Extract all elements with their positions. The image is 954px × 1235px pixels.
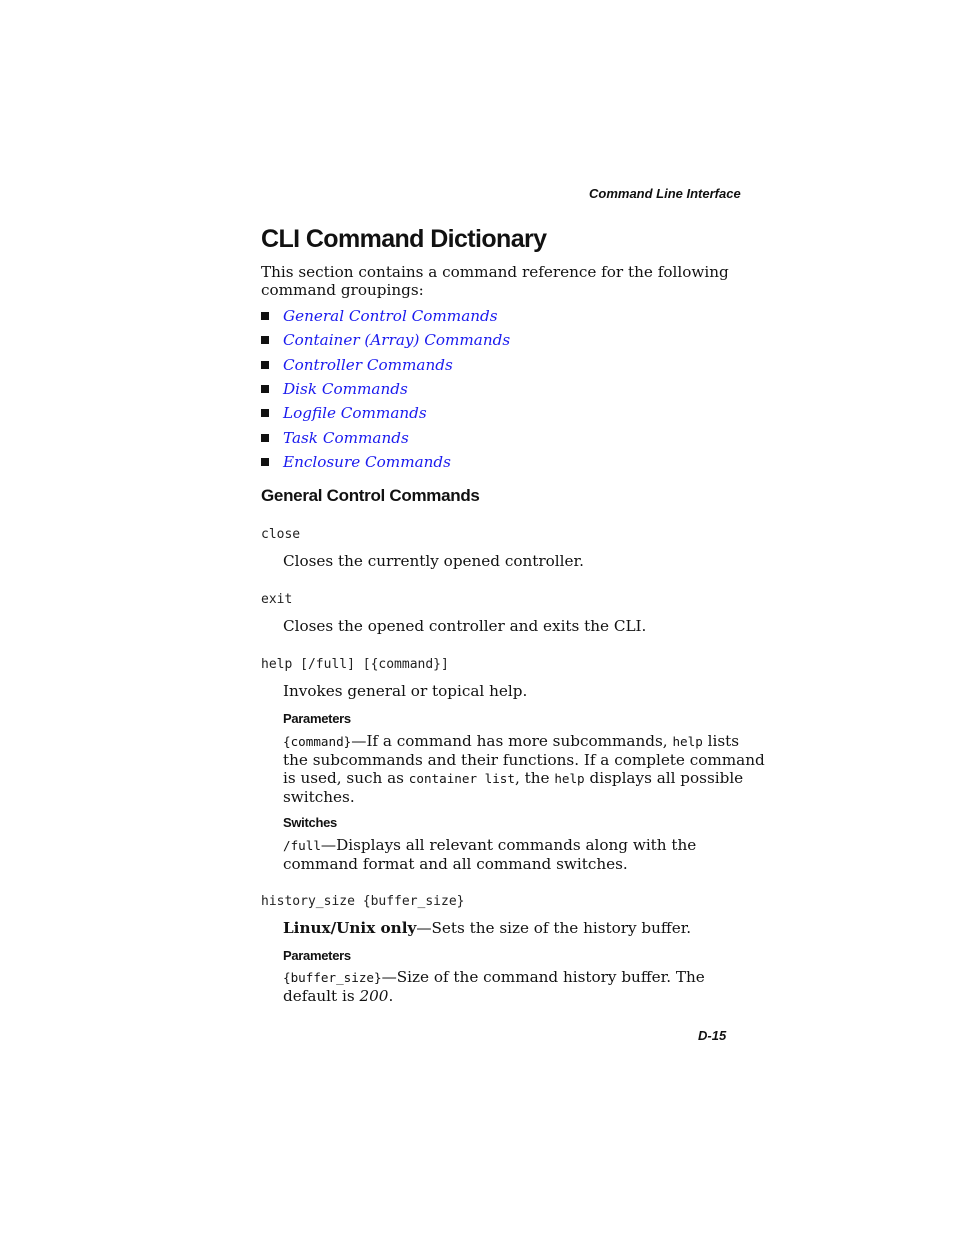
command-desc-history-size [283,919,691,937]
square-bullet-icon [261,361,269,369]
history-parameter-description [283,968,705,1005]
section-heading: General Control Commands [261,486,480,505]
switch-text: —Displays all relevant commands along with the [320,836,697,854]
intro-line-1: This section contains a command reference for the following [261,263,729,281]
help-parameter-description [283,732,765,806]
default-value: 200 [359,987,389,1005]
param-line-3 [283,769,765,788]
link-general-control-commands[interactable]: General Control Commands [283,307,498,326]
inline-code: container list [408,771,515,786]
square-bullet-icon [261,458,269,466]
list-item [261,377,510,401]
list-item [261,304,510,328]
param-name: {command} [283,734,352,749]
param-text: default is [283,987,360,1005]
link-task-commands[interactable]: Task Commands [283,428,409,447]
list-item [261,450,510,474]
param-line-4: switches. [283,788,355,806]
groupings-list [261,304,510,474]
page-number: D-15 [698,1028,727,1043]
help-switch-description [283,836,696,873]
param-line-1 [283,968,705,987]
param-text: —Size of the command history buffer. The [381,968,705,986]
inline-code: help [672,734,703,749]
square-bullet-icon [261,336,269,344]
intro-paragraph [261,263,729,299]
param-name: {buffer_size} [283,970,382,985]
square-bullet-icon [261,385,269,393]
platform-note: Linux/Unix only [283,919,417,937]
param-text: is used, such as [283,769,409,787]
param-text: . [388,987,394,1005]
link-enclosure-commands[interactable]: Enclosure Commands [283,452,451,471]
param-line-2 [283,987,705,1005]
switch-line-2: command format and all command switches. [283,855,628,873]
parameters-heading: Parameters [283,711,351,726]
command-syntax-exit: exit [261,592,293,607]
link-disk-commands[interactable]: Disk Commands [283,380,408,399]
list-item [261,425,510,449]
running-head: Command Line Interface [589,186,741,201]
square-bullet-icon [261,409,269,417]
parameters-heading: Parameters [283,948,351,963]
command-syntax-help: help [/full] [{command}] [261,657,449,672]
param-text: displays all possible [584,769,744,787]
switches-heading: Switches [283,815,337,830]
link-controller-commands[interactable]: Controller Commands [283,355,453,374]
intro-line-2: command groupings: [261,281,424,299]
command-desc-close: Closes the currently opened controller. [283,552,584,570]
list-item [261,401,510,425]
page-title: CLI Command Dictionary [261,225,547,253]
inline-code: help [554,771,585,786]
desc-text: —Sets the size of the history buffer. [416,919,692,937]
param-text: , the [514,769,555,787]
command-desc-exit: Closes the opened controller and exits the CLI. [283,617,647,635]
switch-name: /full [283,838,321,853]
square-bullet-icon [261,312,269,320]
command-syntax-history-size: history_size {buffer_size} [261,894,465,909]
command-syntax-close: close [261,527,301,542]
param-text: —If a command has more subcommands, [351,732,673,750]
param-line-2: the subcommands and their functions. If a complete command [283,751,765,769]
list-item [261,328,510,352]
list-item [261,353,510,377]
param-text: lists [702,732,740,750]
link-container-commands[interactable]: Container (Array) Commands [283,331,511,350]
param-line-1 [283,732,765,751]
square-bullet-icon [261,434,269,442]
switch-line-1 [283,836,696,855]
link-logfile-commands[interactable]: Logfile Commands [283,404,427,423]
command-desc-help: Invokes general or topical help. [283,682,528,700]
